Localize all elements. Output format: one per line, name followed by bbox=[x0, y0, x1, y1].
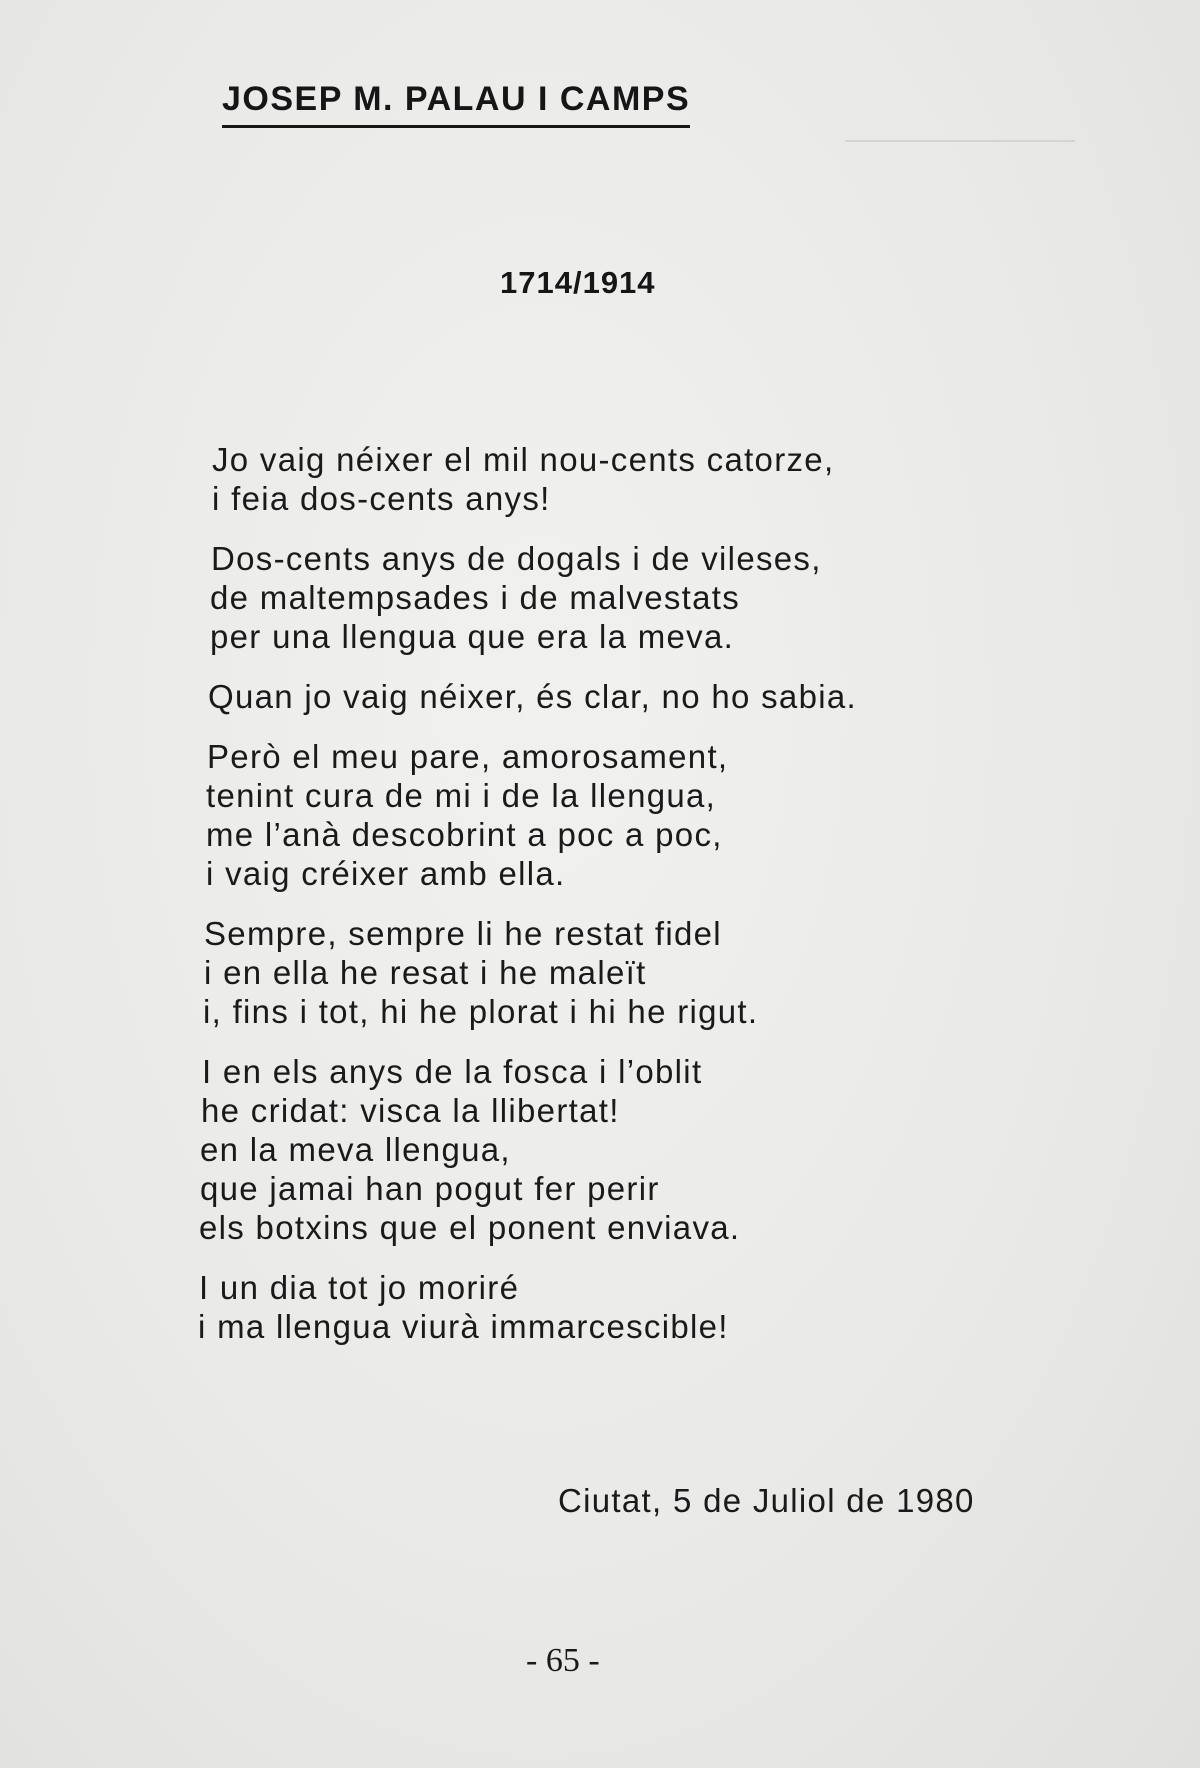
poem-line: he cridat: visca la llibertat! bbox=[201, 1092, 620, 1129]
poem-line: Però el meu pare, amorosament, bbox=[207, 738, 729, 775]
poem-line: tenint cura de mi i de la llengua, bbox=[206, 777, 717, 814]
poem-line: me l’anà descobrint a poc a poc, bbox=[206, 816, 723, 853]
poem-line: I en els anys de la fosca i l’oblit bbox=[202, 1053, 703, 1090]
poem-line: i, fins i tot, hi he plorat i hi he rigut. bbox=[203, 993, 759, 1030]
poem-line: Jo vaig néixer el mil nou-cents catorze, bbox=[212, 441, 835, 478]
stanza-7 bbox=[0, 1268, 1000, 1346]
page-number: - 65 - bbox=[526, 1642, 600, 1679]
poem-date-line: Ciutat, 5 de Juliol de 1980 bbox=[558, 1482, 975, 1519]
poem-line: Sempre, sempre li he restat fidel bbox=[204, 915, 722, 952]
stanza-3 bbox=[0, 677, 1000, 716]
poem-line: I un dia tot jo moriré bbox=[199, 1269, 520, 1306]
bleed-through-rule bbox=[845, 140, 1075, 142]
poem-line: per una llengua que era la meva. bbox=[210, 618, 735, 655]
poem-line: en la meva llengua, bbox=[200, 1131, 511, 1168]
poem-line: i ma llengua viurà immarcescible! bbox=[198, 1308, 729, 1345]
poem-line: Dos-cents anys de dogals i de vileses, bbox=[211, 540, 822, 577]
poem-line: i vaig créixer amb ella. bbox=[206, 855, 566, 892]
poem-line: Quan jo vaig néixer, és clar, no ho sabia. bbox=[208, 678, 857, 715]
poem-line: i en ella he resat i he maleït bbox=[204, 954, 647, 991]
poem-line: de maltempsades i de malvestats bbox=[210, 579, 741, 616]
stanza-4 bbox=[0, 737, 1000, 893]
poem-line: i feia dos-cents anys! bbox=[212, 480, 551, 517]
stanza-6 bbox=[0, 1052, 1000, 1247]
poem-line: els botxins que el ponent enviava. bbox=[199, 1209, 741, 1246]
poem-line: que jamai han pogut fer perir bbox=[200, 1170, 660, 1207]
poem-body bbox=[0, 440, 1000, 1367]
poem-title: 1714/1914 bbox=[500, 265, 656, 300]
author-heading: JOSEP M. PALAU I CAMPS bbox=[222, 80, 690, 128]
stanza-2 bbox=[0, 539, 1000, 656]
stanza-5 bbox=[0, 914, 1000, 1031]
stanza-1 bbox=[0, 440, 1000, 518]
